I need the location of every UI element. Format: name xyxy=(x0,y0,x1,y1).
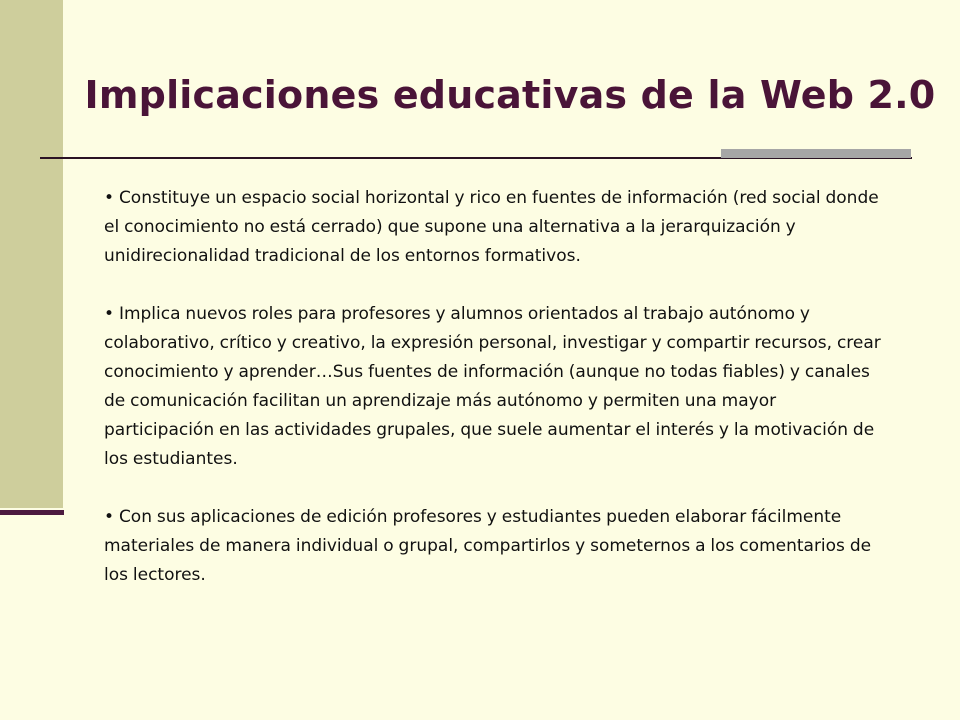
bullet-item xyxy=(104,503,884,590)
bullet-text: Implica nuevos roles para profesores y alumnos orientados al trabajo autónomo y colaborativo, crítico y creativo, la expresión personal, investigar y compartir recursos, crear conocimiento y aprender…Sus fuentes de información (aunque no todas fiables) y canales de comunicación facilitan un aprendizaje más autónomo y permiten una mayor participación en las actividades grupales, que suele aumentar el interés y la motivación de los estudiantes. xyxy=(104,304,881,469)
side-band xyxy=(0,0,63,508)
side-band-underline xyxy=(0,510,64,515)
bullet-marker: • xyxy=(104,304,115,324)
bullet-marker: • xyxy=(104,188,115,208)
slide-title: Implicaciones educativas de la Web 2.0 xyxy=(84,73,936,117)
bullet-item xyxy=(104,300,884,474)
title-divider-accent xyxy=(721,149,911,158)
bullet-text: Con sus aplicaciones de edición profesores y estudiantes pueden elaborar fácilmente materiales de manera individual o grupal, compartirlos y someternos a los comentarios de los lectores. xyxy=(104,507,872,585)
slide-content xyxy=(104,184,884,619)
bullet-text: Constituye un espacio social horizontal y rico en fuentes de información (red social donde el conocimiento no está cerrado) que supone una alternativa a la jerarquización y unidirecionalidad tradicional de los entornos formativos. xyxy=(104,188,879,266)
bullet-item xyxy=(104,184,884,271)
bullet-marker: • xyxy=(104,507,115,527)
